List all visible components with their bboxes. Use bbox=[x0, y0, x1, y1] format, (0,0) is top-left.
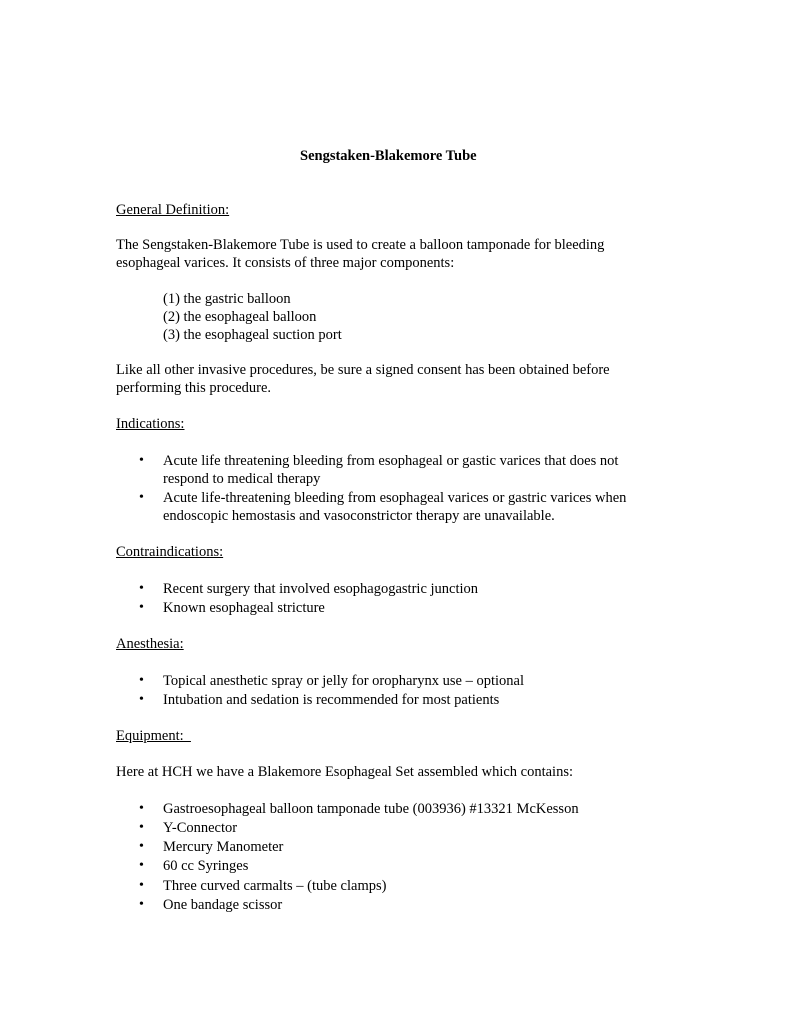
contraindication-item-1: Recent surgery that involved esophagogastric junction bbox=[163, 581, 479, 597]
bullet-icon: • bbox=[139, 692, 144, 707]
page-title: Sengstaken-Blakemore Tube bbox=[300, 148, 477, 164]
contraindications-heading: Contraindications: bbox=[116, 544, 224, 560]
definition-line-1: The Sengstaken-Blakemore Tube is used to create a balloon tamponade for bleeding bbox=[116, 237, 605, 253]
bullet-icon: • bbox=[139, 490, 144, 505]
consent-line-1: Like all other invasive procedures, be sure a signed consent has been obtained before bbox=[116, 362, 610, 378]
equipment-item-4: 60 cc Syringes bbox=[163, 858, 249, 874]
bullet-icon: • bbox=[139, 839, 144, 854]
indication-2-line-2: endoscopic hemostasis and vasoconstrictor therapy are unavailable. bbox=[163, 508, 555, 524]
equipment-item-3: Mercury Manometer bbox=[163, 839, 284, 855]
definition-line-2: esophageal varices. It consists of three major components: bbox=[116, 255, 455, 271]
equipment-item-1: Gastroesophageal balloon tamponade tube (003936) #13321 McKesson bbox=[163, 801, 579, 817]
anesthesia-item-2: Intubation and sedation is recommended for most patients bbox=[163, 692, 500, 708]
anesthesia-heading: Anesthesia: bbox=[116, 636, 184, 652]
indication-2-line-1: Acute life-threatening bleeding from esophageal varices or gastric varices when bbox=[163, 490, 627, 506]
indication-1-line-2: respond to medical therapy bbox=[163, 471, 321, 487]
bullet-icon: • bbox=[139, 453, 144, 468]
bullet-icon: • bbox=[139, 878, 144, 893]
bullet-icon: • bbox=[139, 581, 144, 596]
bullet-icon: • bbox=[139, 673, 144, 688]
bullet-icon: • bbox=[139, 858, 144, 873]
equipment-item-2: Y-Connector bbox=[163, 820, 238, 836]
indication-1-line-1: Acute life threatening bleeding from esophageal or gastic varices that does not bbox=[163, 453, 619, 469]
component-item-2: (2) the esophageal balloon bbox=[163, 309, 317, 325]
consent-line-2: performing this procedure. bbox=[116, 380, 272, 396]
contraindication-item-2: Known esophageal stricture bbox=[163, 600, 325, 616]
bullet-icon: • bbox=[139, 801, 144, 816]
component-item-3: (3) the esophageal suction port bbox=[163, 327, 342, 343]
general-definition-heading: General Definition: bbox=[116, 202, 230, 218]
bullet-icon: • bbox=[139, 820, 144, 835]
bullet-icon: • bbox=[139, 897, 144, 912]
equipment-intro: Here at HCH we have a Blakemore Esophageal Set assembled which contains: bbox=[116, 764, 574, 780]
equipment-heading: Equipment: bbox=[116, 728, 191, 744]
anesthesia-item-1: Topical anesthetic spray or jelly for oropharynx use – optional bbox=[163, 673, 524, 689]
equipment-item-5: Three curved carmalts – (tube clamps) bbox=[163, 878, 387, 894]
component-item-1: (1) the gastric balloon bbox=[163, 291, 291, 307]
equipment-item-6: One bandage scissor bbox=[163, 897, 283, 913]
indications-heading: Indications: bbox=[116, 416, 185, 432]
bullet-icon: • bbox=[139, 600, 144, 615]
